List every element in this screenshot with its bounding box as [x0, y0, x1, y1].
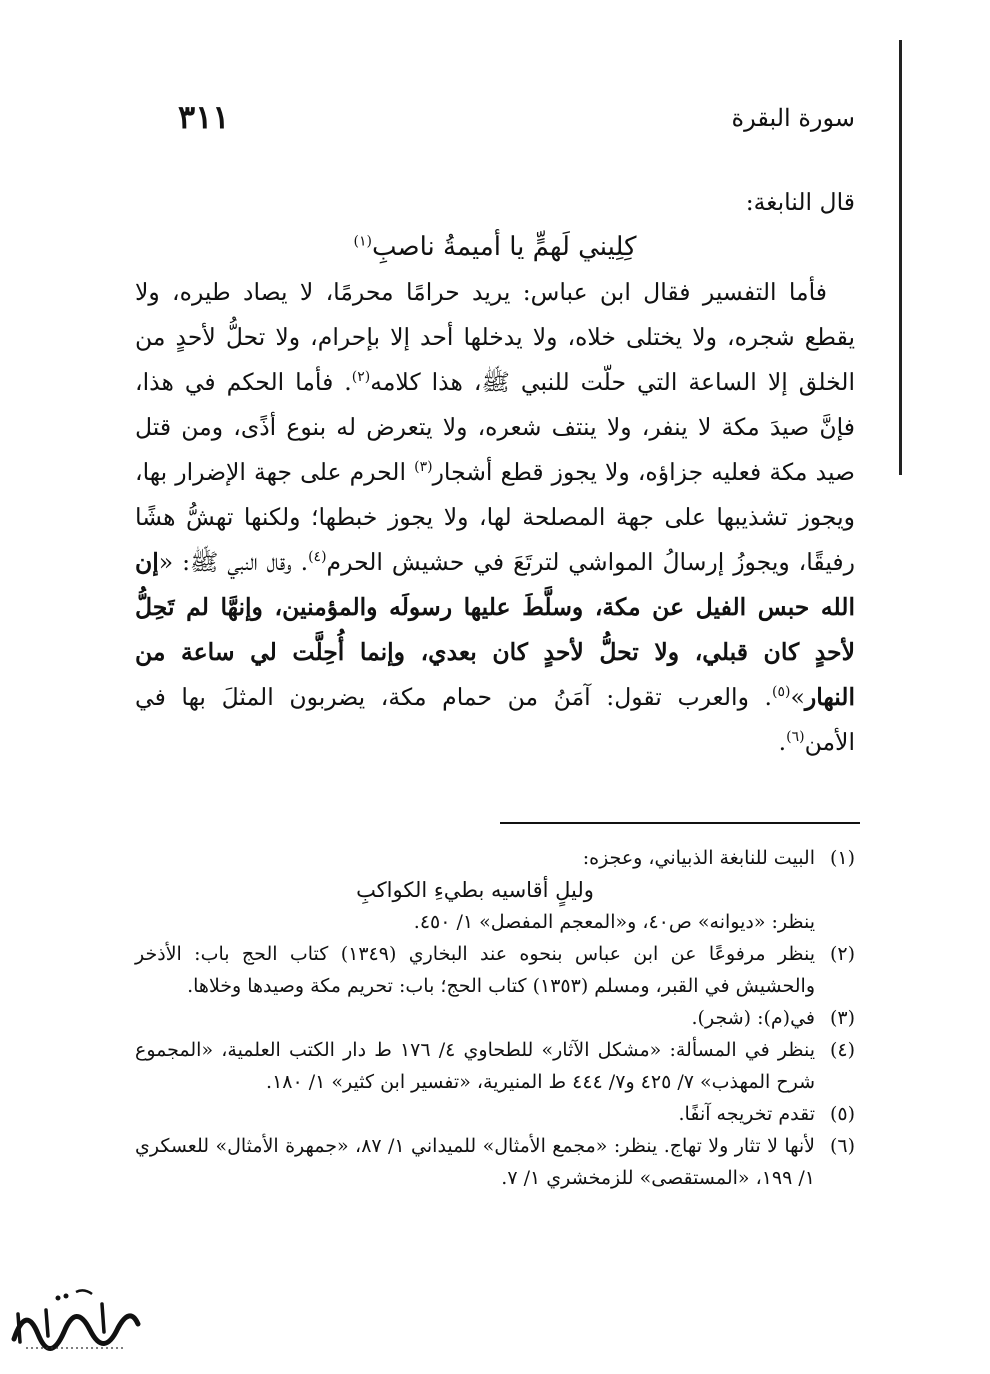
text-run: . فأما الحكم في هذا، فإنَّ صيدَ مكة لا ينفر، ولا ينتف شعره، ولا يتعرض له بنوع أذًى، ومن قتل صيد مكة فعليه جزاؤه، ولا يجوز قطع أشجار [135, 368, 856, 486]
main-text [135, 180, 855, 765]
footnote-number: (٤) [829, 1039, 855, 1061]
footnote-ref-4: (٤) [308, 549, 327, 566]
footnote-ref-5: (٥) [772, 684, 791, 701]
calligraphy-logo-icon [6, 1284, 146, 1354]
footnote-4 [135, 1034, 855, 1098]
poem-verse [135, 225, 855, 270]
text-run: . والعرب تقول: آمَنُ من حمام مكة، يضربون المثلَ بها في الأمن [135, 683, 855, 756]
paragraph-tafsir [135, 270, 855, 765]
footnote-verse: وليلٍ أقاسيه بطيءِ الكواكبِ [356, 878, 594, 902]
footnote-ref-3: (٣) [414, 459, 433, 476]
footnote-6 [135, 1130, 855, 1194]
text-run: الحرم على جهة الإضرار بها، ويجوز تشذيبها على جهة المصلحة لها، ولا يجوز خبطها؛ ولكنها تهشُّ هشًا رفيقًا، ويجوزُ إرسالُ المواشي لترتَعَ في حشيش الحرم [135, 458, 855, 576]
text-run: . [778, 728, 787, 756]
footnote-number: (١) [829, 847, 855, 869]
footnote-5 [135, 1098, 855, 1130]
page-number: ٣١١ [178, 98, 230, 136]
footnote-number: (٥) [829, 1103, 855, 1125]
footnote-3 [135, 1002, 855, 1034]
footnote-number: (٣) [829, 1007, 855, 1029]
footnote-reference: ينظر: «ديوانه» ص٤٠، و«المعجم المفصل» ١/ ٤٥٠. [413, 911, 815, 933]
hadith-quote: إن الله حبس الفيل عن مكة، وسلَّطَ عليها رسولَه والمؤمنين، وإنهَّا لم تَحِلُّ لأحدٍ كان قبلي، ولا تحلُّ لأحدٍ كان بعدي، وإنما أُحِلَّت لي ساعة من النهار [135, 548, 855, 711]
footnotes [135, 842, 855, 1194]
verse-text: كِلِيني لَهمٍّ يا أميمةُ ناصبِ [371, 232, 637, 262]
footnote-text: ينظر في المسألة: «مشكل الآثار» للطحاوي ٤/ ١٧٦ ط دار الكتب العلمية، «المجموع شرح المهذب» ٧/ ٤٢٥ و٧/ ٤٤٤ ط المنيرية، «تفسير ابن كثير» ١/ ١٨٠. [135, 1039, 815, 1093]
poem-intro: قال النابغة: [745, 188, 855, 216]
footnote-number: (٢) [829, 943, 855, 965]
footnote-text: في(م): (شجر). [691, 1007, 815, 1029]
footnote-2 [135, 938, 855, 1002]
footnote-1 [135, 842, 855, 874]
footnote-separator [500, 822, 860, 824]
footnote-ref-6: (٦) [786, 729, 805, 746]
text-run: فأما التفسير فقال ابن عباس: يريد حرامًا محرمًا، لا يصاد طيره، ولا يقطع شجره، ولا يختلى خلاه، ولا يدخلها أحد إلا بإحرام، ولا تحلُّ لأحدٍ من الخلق إلا الساعة التي حلّت للنبي ﷺ، هذا كلامه [135, 278, 855, 396]
footnote-text: ينظر مرفوعًا عن ابن عباس بنحوه عند البخاري (١٣٤٩) كتاب الحج باب: الأذخر والحشيش في القبر، ومسلم (١٣٥٣) كتاب الحج؛ باب: تحريم مكة وصيدها وخلاها. [135, 943, 815, 997]
footnote-ref-2: (٢) [351, 369, 371, 386]
footnote-text: البيت للنابغة الذبياني، وعجزه: [582, 847, 815, 869]
page-edge-line [899, 40, 902, 475]
footnote-text: تقدم تخريجه آنفًا. [678, 1103, 815, 1125]
page-header [150, 98, 855, 142]
running-title: سورة البقرة [731, 104, 855, 132]
footnote-text: لأنها لا تثار ولا تهاج. ينظر: «مجمع الأمثال» للميداني ١/ ٨٧، «جمهرة الأمثال» للعسكري ١/ ١٩٩، «المستقصى» للزمخشري ١/ ٧. [135, 1135, 815, 1189]
text-run: » [790, 683, 805, 711]
footnote-ref-1: (١) [353, 233, 372, 250]
footnote-number: (٦) [829, 1135, 855, 1157]
text-run: . وقال النبي ﷺ: « [158, 548, 309, 576]
